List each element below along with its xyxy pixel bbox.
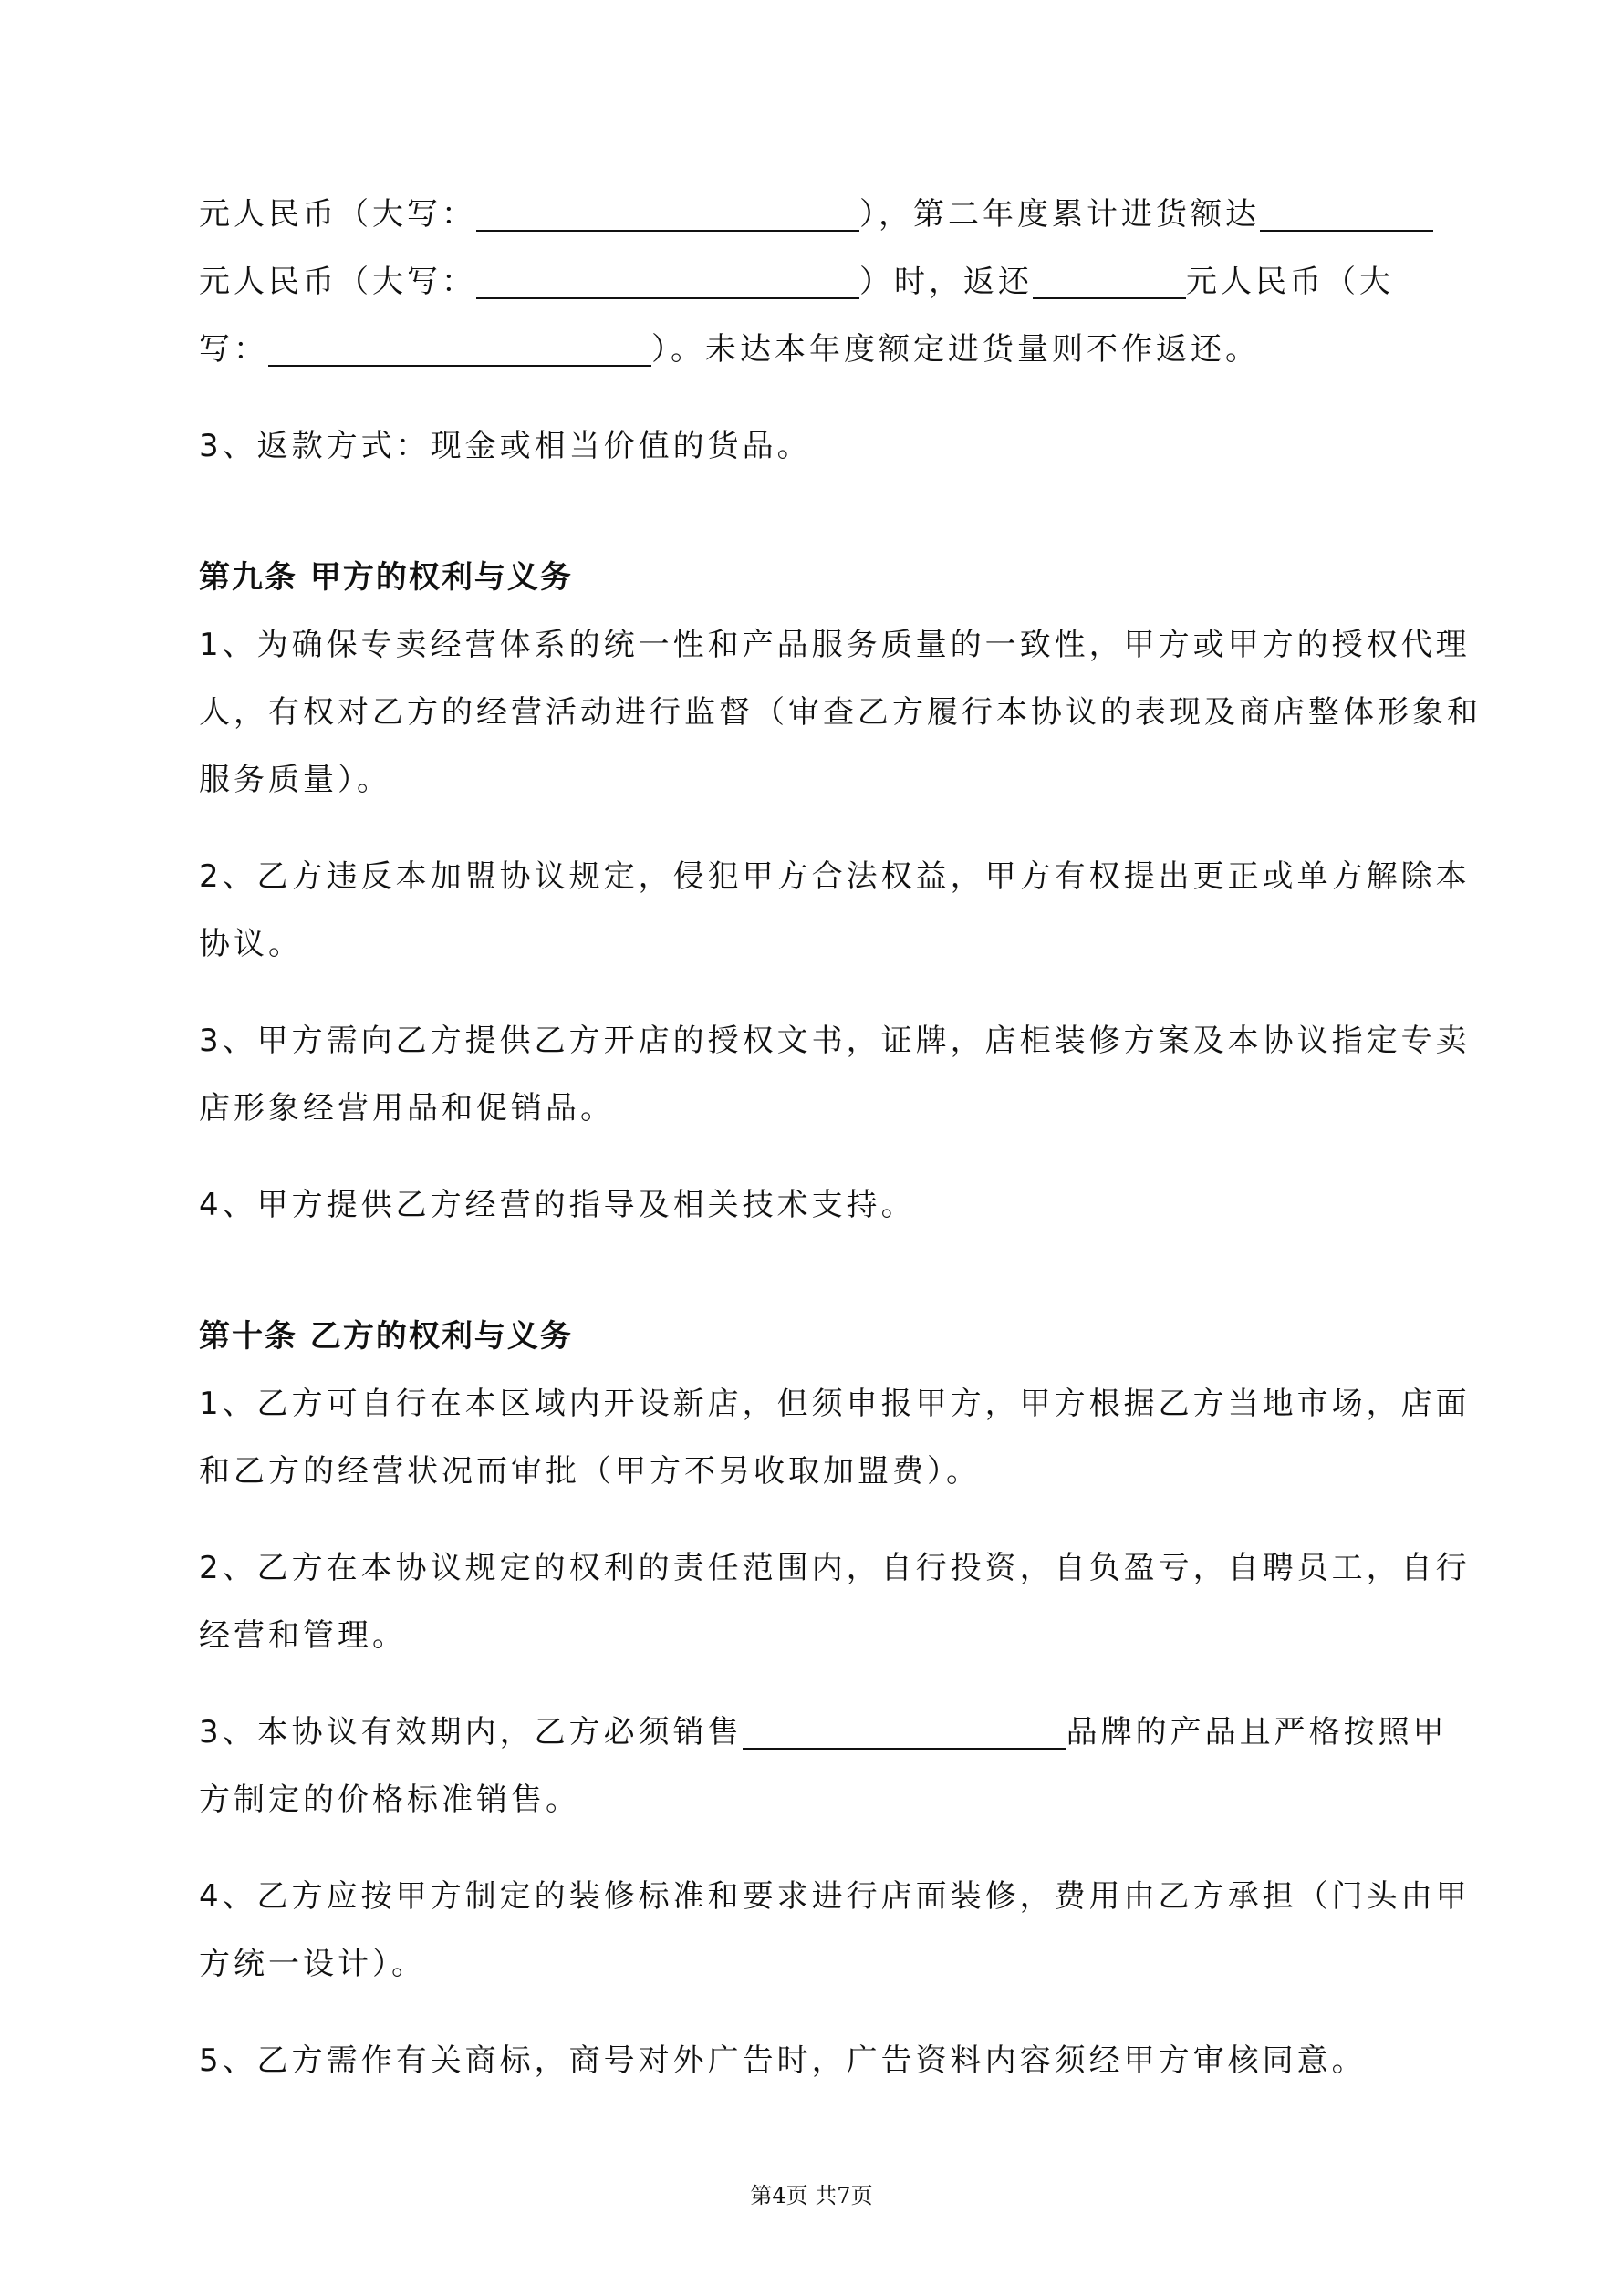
text-line: 2、乙方违反本加盟协议规定，侵犯甲方合法权益，甲方有权提出更正或单方解除本 <box>199 858 1471 895</box>
text-segment: 3、本协议有效期内，乙方必须销售 <box>199 1714 743 1751</box>
fill-blank <box>476 193 859 232</box>
paragraph-repayment-method: 3、返款方式：现金或相当价值的货品。 <box>199 428 812 464</box>
text-segment: ）时，返还 <box>859 264 1033 300</box>
text-line: 和乙方的经营状况而审批（甲方不另收取加盟费）。 <box>199 1453 981 1490</box>
text-line: 4、乙方应按甲方制定的装修标准和要求进行店面装修，费用由乙方承担（门头由甲 <box>199 1878 1471 1915</box>
document-body <box>199 181 1482 2094</box>
text-line: 1、为确保专卖经营体系的统一性和产品服务质量的一致性，甲方或甲方的授权代理 <box>199 627 1471 663</box>
text-line <box>199 316 1440 383</box>
text-line <box>199 1699 1448 1766</box>
text-line: 店形象经营用品和促销品。 <box>199 1090 615 1127</box>
text-line: 服务质量）。 <box>199 762 391 798</box>
text-line <box>199 181 1440 248</box>
text-line: 2、乙方在本协议规定的权利的责任范围内，自行投资，自负盈亏，自聘员工，自行 <box>199 1550 1471 1586</box>
text-segment: 元人民币（大写： <box>199 264 476 300</box>
text-line: 1、乙方可自行在本区域内开设新店，但须申报甲方，甲方根据乙方当地市场，店面 <box>199 1386 1471 1422</box>
text-segment: ）。未达本年度额定进货量则不作返还。 <box>651 331 1260 368</box>
text-line: 3、甲方需向乙方提供乙方开店的授权文书，证牌，店柜装修方案及本协议指定专卖 <box>199 1023 1471 1059</box>
text-line <box>199 248 1440 316</box>
text-segment: 元人民币（大 <box>1186 264 1394 300</box>
fill-blank <box>476 261 859 299</box>
text-line: 人，有权对乙方的经营活动进行监督（审查乙方履行本协议的表现及商店整体形象和 <box>199 694 1482 731</box>
text-line: 方制定的价格标准销售。 <box>199 1782 580 1818</box>
fill-blank <box>1260 193 1433 232</box>
section-heading-10: 第十条 乙方的权利与义务 <box>199 1318 573 1355</box>
page-number-footer: 第4页 共7页 <box>750 2183 873 2208</box>
fill-blank <box>1033 261 1186 299</box>
text-segment: 写： <box>199 331 268 368</box>
text-line: 4、甲方提供乙方经营的指导及相关技术支持。 <box>199 1187 916 1223</box>
fill-blank <box>268 328 651 367</box>
text-line: 协议。 <box>199 926 303 962</box>
text-segment: ），第二年度累计进货额达 <box>859 196 1260 233</box>
text-line: 方统一设计）。 <box>199 1946 426 1982</box>
text-line: 经营和管理。 <box>199 1617 407 1654</box>
text-segment: 品牌的产品且严格按照甲 <box>1066 1714 1448 1751</box>
text-segment: 元人民币（大写： <box>199 196 476 233</box>
text-line: 5、乙方需作有关商标，商号对外广告时，广告资料内容须经甲方审核同意。 <box>199 2042 1367 2079</box>
section-heading-9: 第九条 甲方的权利与义务 <box>199 559 573 596</box>
fill-blank <box>743 1711 1066 1750</box>
